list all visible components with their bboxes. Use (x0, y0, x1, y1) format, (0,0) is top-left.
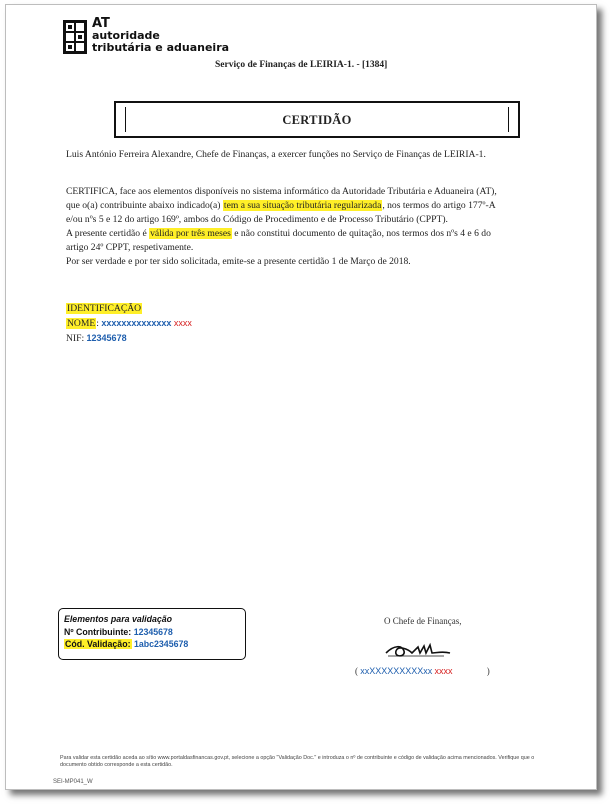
name-row: NOME: xxxxxxxxxxxxxx xxxx (67, 318, 192, 329)
name-value: xxxxxxxxxxxxxx (101, 318, 172, 328)
nif-row (66, 331, 192, 346)
service-office: Serviço de Finanças de LEIRIA-1. - [1384] (215, 60, 388, 70)
validation-code-row (64, 638, 240, 651)
regularized-status-highlight: tem a sua situação tributária regularizada (223, 200, 382, 211)
validation-code-value: 1abc2345678 (133, 639, 189, 649)
validity-line-2: artigo 24º CPPT, respetivamente. (66, 242, 194, 253)
signatory-name-blue: xxXXXXXXXXXxx (360, 666, 433, 676)
signatory-name-red: xxxx (434, 666, 453, 676)
validation-code-label: Cód. Validação: (65, 639, 131, 649)
certifica-line-3: e/ou nºs 5 e 12 do artigo 169º, ambos do Código de Procedimento e de Processo Tributário (CPPT). (66, 214, 448, 225)
validity-highlight: válida por três meses (150, 228, 231, 239)
certifica-line-2: que o(a) contribuinte abaixo indicado(a) tem a sua situação tributária regularizada, nos termos do artigo 177º-A (66, 200, 496, 211)
contributor-label: Nº Contribuinte: (64, 626, 132, 637)
certifica-paragraph (66, 185, 497, 269)
name-label: NOME (67, 318, 96, 329)
handwritten-signature (384, 641, 452, 661)
certificate-title: CERTIDÃO (282, 113, 352, 127)
validation-box (58, 608, 246, 660)
validity-line-1: A presente certidão é válida por três meses e não constitui documento de quitação, nos termos dos nºs 4 e 6 do (66, 228, 491, 239)
certificate-title-box (114, 101, 520, 138)
identification-heading: IDENTIFICAÇÃO (67, 303, 142, 314)
logo-at: AT (92, 16, 110, 31)
name-extra: xxxx (173, 318, 192, 328)
contributor-value: 12345678 (133, 626, 173, 637)
validation-title: Elementos para validação (64, 614, 173, 624)
intro-paragraph: Luis António Ferreira Alexandre, Chefe de Finanças, a exercer funções no Serviço de Finanças de LEIRIA-1. (66, 149, 486, 160)
certifica-line-1: CERTIFICA, face aos elementos disponíveis no sistema informático da Autoridade Tributária e Aduaneira (AT), (66, 186, 497, 197)
document-page (5, 4, 597, 790)
logo-line-1: autoridade (92, 29, 160, 42)
chief-label: O Chefe de Finanças, (384, 616, 462, 626)
nif-value: 12345678 (86, 333, 127, 343)
identification-section (66, 302, 192, 346)
logo-line-2: tributária e aduaneira (92, 41, 230, 54)
footer-note: Para validar esta certidão aceda ao sítio www.portaldasfinancas.gov.pt, selecione a opção "Validação Doc." e introduza o nº de contribuinte e código de validação acima mencionados. Verifique que o documento obtido corresponde a esta certidão. (60, 755, 535, 768)
signatory-name: ( xxXXXXXXXXXxx xxxx ) (355, 666, 490, 676)
coat-of-arms-icon (62, 19, 88, 55)
form-code: SEI-MP041_W (53, 779, 93, 785)
contributor-row (64, 626, 240, 639)
closing-line: Por ser verdade e por ter sido solicitada, emite-se a presente certidão 1 de Março de 2018. (66, 256, 411, 267)
nif-label: NIF: (66, 333, 85, 344)
